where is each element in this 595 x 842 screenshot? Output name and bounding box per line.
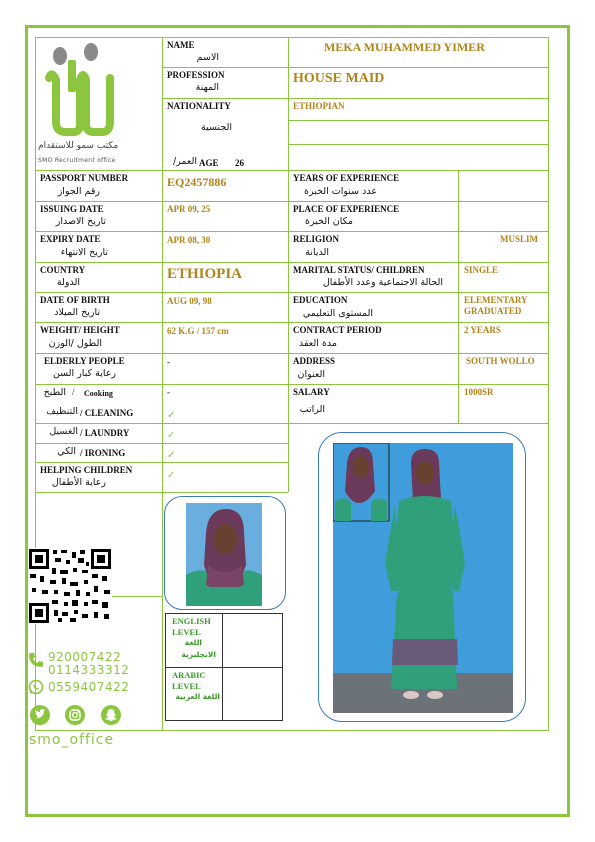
grid-line <box>35 201 549 202</box>
full-body-photo <box>333 443 513 713</box>
country-value: ETHIOPIA <box>167 266 243 282</box>
arabic-level-label: LEVEL <box>172 681 201 691</box>
profession-value: HOUSE MAID <box>293 71 385 86</box>
address-label-ar: العنوان <box>297 369 325 380</box>
expiry-label: EXPIRY DATE <box>40 234 101 244</box>
country-label-ar: الدولة <box>56 277 80 288</box>
grid-line <box>35 384 549 385</box>
helping-check-icon: ✓ <box>167 470 176 481</box>
age-label-ar: العمر/ <box>172 156 197 167</box>
arabic-label: ARABIC <box>172 670 206 680</box>
years-label-ar: عدد سنوات الخبرة <box>304 186 377 197</box>
qr-code[interactable] <box>28 548 112 624</box>
passport-label: PASSPORT NUMBER <box>40 173 129 183</box>
ironing-label-ar: الكي <box>57 446 76 457</box>
grid-line <box>458 170 459 423</box>
phone-number-1[interactable]: 920007422 <box>48 650 122 664</box>
english-level-label: LEVEL <box>172 627 201 637</box>
grid-line <box>35 462 288 463</box>
grid-line <box>35 492 288 493</box>
expiry-value: APR 08, 30 <box>167 235 211 245</box>
marital-value: SINGLE <box>464 265 499 275</box>
issuing-label: ISSUING DATE <box>40 204 104 214</box>
dob-label: DATE OF BIRTH <box>40 295 110 305</box>
religion-label-ar: الديانة <box>305 247 329 258</box>
weight-value: 62 K.G / 157 cm <box>167 326 229 336</box>
grid-line <box>35 322 549 323</box>
snapchat-icon[interactable] <box>101 705 121 725</box>
marital-label-ar: الحالة الاجتماعية وعدد الأطفال <box>322 277 443 288</box>
country-label: COUNTRY <box>40 265 86 275</box>
whatsapp-number[interactable]: 0559407422 <box>48 680 130 694</box>
place-label-ar: مكان الخبرة <box>305 216 353 227</box>
logo-subtitle: SMO Recruitment office <box>38 157 116 164</box>
cooking-value: - <box>167 387 170 397</box>
laundry-label-ar: الغسيل <box>49 426 78 437</box>
office-handle[interactable]: smo_office <box>29 732 115 748</box>
age-value: 26 <box>235 158 244 168</box>
elderly-label: ELDERLY PEOPLE <box>44 356 125 366</box>
english-label: ENGLISH <box>172 616 211 626</box>
contract-value: 2 YEARS <box>464 325 501 335</box>
grid-line <box>35 292 549 293</box>
grid-line <box>165 667 283 668</box>
nationality-label: NATIONALITY <box>167 101 231 111</box>
salary-label: SALARY <box>293 387 330 397</box>
salary-value: 1000SR <box>464 387 494 397</box>
name-value: MEKA MUHAMMED YIMER <box>324 40 485 54</box>
helping-label: HELPING CHILDREN <box>40 465 133 475</box>
passport-value: EQ2457886 <box>167 175 227 189</box>
dob-value: AUG 09, 98 <box>167 296 212 306</box>
cleaning-label: / CLEANING <box>80 408 134 418</box>
grid-line <box>162 98 549 99</box>
years-label: YEARS OF EXPERIENCE <box>293 173 400 183</box>
salary-label-ar: الراتب <box>299 404 325 415</box>
grid-line <box>35 443 288 444</box>
cleaning-label-ar: التنظيف <box>46 406 78 417</box>
grid-line <box>288 120 549 121</box>
grid-line <box>35 170 549 171</box>
cooking-label: Cooking <box>84 389 113 398</box>
place-label: PLACE OF EXPERIENCE <box>293 204 400 214</box>
phone-icon <box>28 652 44 668</box>
elderly-value: - <box>167 357 170 367</box>
grid-line <box>288 144 549 145</box>
english-label-ar-2: الانجليزية <box>181 650 216 659</box>
education-value-2: GRADUATED <box>464 306 522 316</box>
passport-label-ar: رقم الجواز <box>57 186 100 197</box>
grid-line <box>35 353 549 354</box>
laundry-label: / LAUNDRY <box>80 428 130 438</box>
english-label-ar-1: اللغة <box>184 638 202 647</box>
issuing-label-ar: تاريخ الاصدار <box>55 216 106 227</box>
marital-label: MARITAL STATUS/ CHILDREN <box>293 265 425 275</box>
age-label: AGE <box>199 158 219 168</box>
address-value: SOUTH WOLLO <box>466 356 535 366</box>
contract-label: CONTRACT PERIOD <box>293 325 382 335</box>
elderly-label-ar: رعاية كبار السن <box>52 368 116 379</box>
grid-line <box>288 423 289 492</box>
weight-label-ar: الطول /الوزن <box>48 338 102 349</box>
instagram-icon[interactable] <box>65 705 85 725</box>
education-value-1: ELEMENTARY <box>464 295 528 305</box>
logo-arabic-word: مكتب سمو للاستقدام <box>38 141 119 151</box>
expiry-label-ar: تاريخ الانتهاء <box>60 247 108 258</box>
issuing-value: APR 09, 25 <box>167 204 211 214</box>
cooking-label-ar: الطبخ <box>43 387 66 398</box>
phone-number-2[interactable]: 0114333312 <box>48 663 130 677</box>
ironing-check-icon: ✓ <box>167 450 176 461</box>
laundry-check-icon: ✓ <box>167 430 176 441</box>
profession-label-ar: المهنة <box>195 82 219 93</box>
grid-line <box>35 423 549 424</box>
portrait-photo <box>186 503 262 606</box>
contract-label-ar: مدة العقد <box>299 338 337 349</box>
grid-line <box>162 67 549 68</box>
name-label: NAME <box>167 40 195 50</box>
education-label-ar: المستوى التعليمي <box>302 308 373 319</box>
nationality-label-ar: الجنسية <box>201 122 232 133</box>
smo-logo <box>44 42 114 142</box>
nationality-value: ETHIOPIAN <box>293 101 345 111</box>
grid-line <box>288 37 289 423</box>
dob-label-ar: تاريخ الميلاد <box>54 307 100 318</box>
grid-line <box>35 262 549 263</box>
grid-line <box>35 231 549 232</box>
arabic-label-ar: اللغة العربية <box>175 692 220 701</box>
address-label: ADDRESS <box>293 356 336 366</box>
profession-label: PROFESSION <box>167 70 225 80</box>
cleaning-check-icon: ✓ <box>167 410 176 421</box>
whatsapp-icon <box>28 679 44 695</box>
helping-label-ar: رعاية الأطفال <box>51 477 106 488</box>
ironing-label: / IRONING <box>80 448 126 458</box>
weight-label: WEIGHT/ HEIGHT <box>40 325 120 335</box>
religion-label: RELIGION <box>293 234 340 244</box>
cooking-sep: / <box>72 387 75 397</box>
religion-value: MUSLIM <box>500 234 538 244</box>
education-label: EDUCATION <box>293 295 348 305</box>
twitter-icon[interactable] <box>30 705 50 725</box>
name-label-ar: الاسم <box>196 52 219 63</box>
